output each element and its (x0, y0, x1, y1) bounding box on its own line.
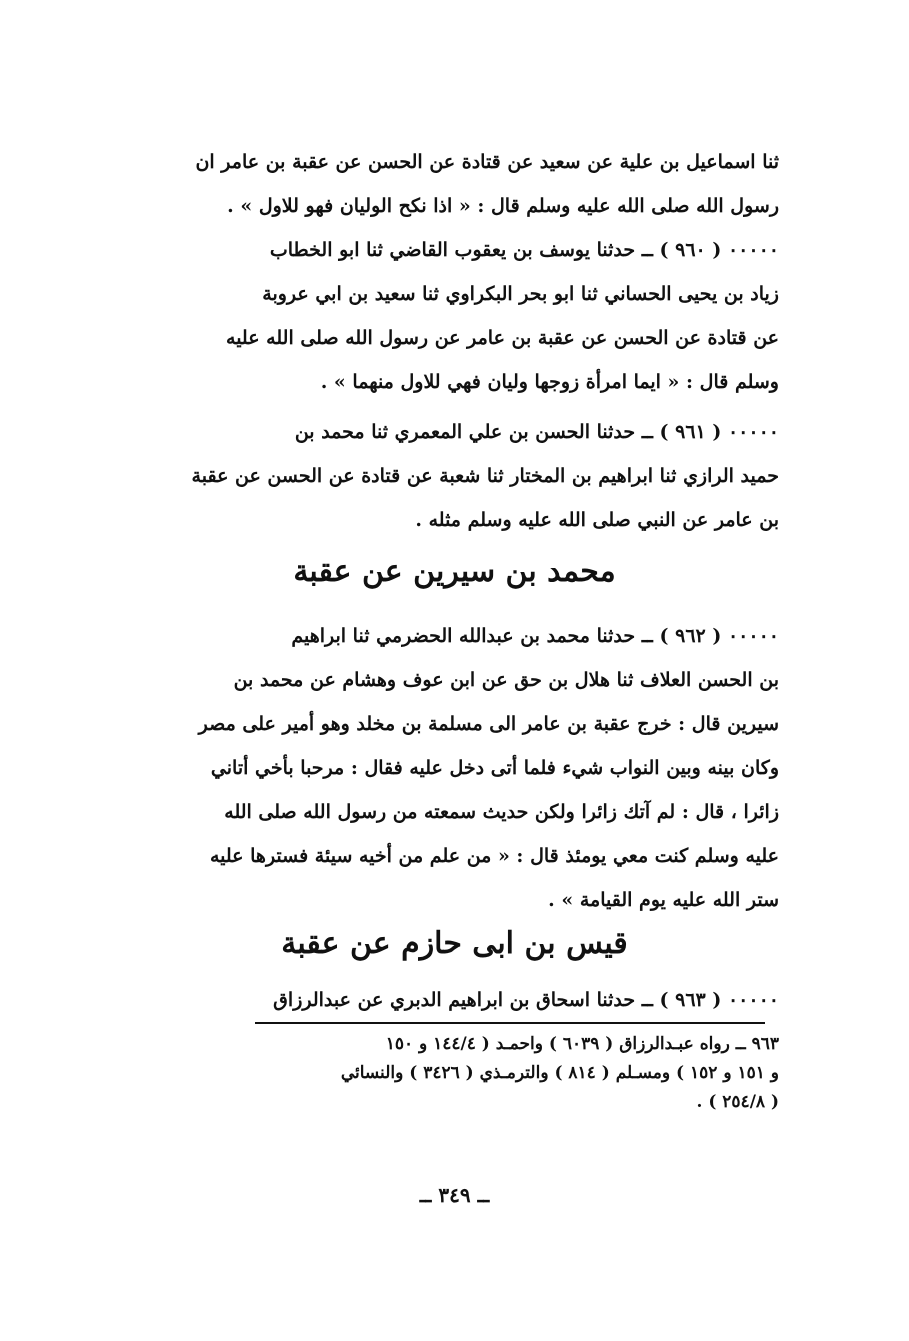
text-line: ٠٠٠٠٠ ( ٩٦٣ ) ــ حدثنا اسحاق بن ابراهيم الدبري عن عبدالرزاق (273, 989, 779, 1011)
text-line: ستر الله عليه يوم القيامة » . (548, 889, 779, 911)
text-line: ٠٠٠٠٠ ( ٩٦١ ) ــ حدثنا الحسن بن علي المعمري ثنا محمد بن (294, 421, 779, 443)
footnote-line: ( ٢٥٤/٨ ) . (696, 1092, 779, 1112)
text-line: سيرين قال : خرج عقبة بن عامر الى مسلمة بن مخلد وهو أمير على مصر (198, 713, 779, 735)
footnotes (73, 1030, 779, 1117)
text-line: زائرا ، قال : لم آتك زائرا ولكن حديث سمعته من رسول الله صلى الله (224, 801, 779, 823)
text-line: ثنا اسماعيل بن علية عن سعيد عن قتادة عن الحسن عن عقبة بن عامر ان (195, 151, 779, 173)
footnote-line: و ١٥١ و ١٥٢ ) ومسـلم ( ٨١٤ ) والترمـذي ( ٣٤٢٦ ) والنسائي (340, 1063, 779, 1083)
section-heading-qays: قيس بن ابى حازم عن عقبة (281, 926, 628, 961)
text-line: رسول الله صلى الله عليه وسلم قال : « اذا نكح الوليان فهو للاول » . (227, 195, 779, 217)
text-line: عليه وسلم كنت معي يومئذ قال : « من علم من أخيه سيئة فسترها عليه (209, 845, 779, 867)
text-line: ٠٠٠٠٠ ( ٩٦٢ ) ــ حدثنا محمد بن عبدالله الحضرمي ثنا ابراهيم (291, 625, 779, 647)
text-line: وكان بينه وبين النواب شيء فلما أتى دخل عليه فقال : مرحبا بأخي أتاني (210, 757, 779, 779)
paragraph-hadith-963 (73, 978, 779, 1022)
text-line: حميد الرازي ثنا ابراهيم بن المختار ثنا شعبة عن قتادة عن الحسن عن عقبة (191, 465, 779, 487)
text-line: بن الحسن العلاف ثنا هلال بن حق عن ابن عوف وهشام عن محمد بن (233, 669, 779, 691)
text-line: زياد بن يحيى الحساني ثنا ابو بحر البكراوي ثنا سعيد بن ابي عروبة (262, 283, 779, 305)
paragraph-hadith-962 (73, 614, 779, 922)
paragraph-hadith-961 (73, 410, 779, 542)
text-line: وسلم قال : « ايما امرأة زوجها وليان فهي للاول منهما » . (320, 371, 779, 393)
footnote-line: ٩٦٣ ــ رواه عبـدالرزاق ( ٦٠٣٩ ) واحمـد ( ١٤٤/٤ و ١٥٠ (385, 1034, 779, 1054)
paragraph-1 (73, 140, 779, 228)
text-line: بن عامر عن النبي صلى الله عليه وسلم مثله . (415, 509, 779, 531)
section-heading-ibn-sirin: محمد بن سيرين عن عقبة (293, 554, 616, 589)
text-line: عن قتادة عن الحسن عن عقبة بن عامر عن رسول الله صلى الله عليه (226, 327, 779, 349)
page-number: ــ ٣٤٩ ــ (419, 1183, 490, 1207)
footnote-separator (255, 1022, 765, 1024)
paragraph-hadith-960 (73, 228, 779, 404)
text-line: ٠٠٠٠٠ ( ٩٦٠ ) ــ حدثنا يوسف بن يعقوب القاضي ثنا ابو الخطاب (269, 239, 779, 261)
